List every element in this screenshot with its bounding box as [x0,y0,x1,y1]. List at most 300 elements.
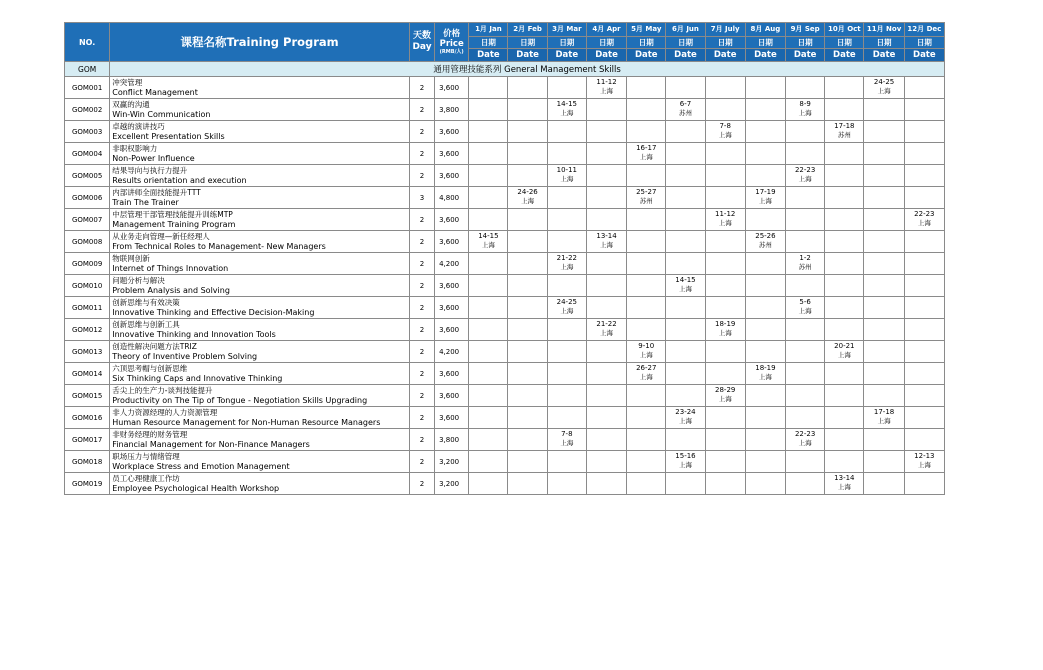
month-cell [705,341,745,363]
month-cell [864,385,904,407]
session-location: 上海 [600,241,614,249]
month-cell [786,253,825,275]
month-cell [666,121,705,143]
session-dates: 1-2 [799,254,811,262]
course-program [110,363,410,385]
header-date-zh: 日期 [666,37,705,49]
header-date-zh: 日期 [825,37,864,49]
course-days: 2 [409,385,434,407]
session-location: 上海 [837,483,851,491]
month-cell [547,77,586,99]
session-dates: 14-15 [556,100,577,108]
month-cell [586,297,626,319]
header-days-en: Day [412,42,432,52]
month-cell [864,231,904,253]
month-cell [825,187,864,209]
session-location: 上海 [837,351,851,359]
course-name-zh: 六顶思考帽与创新思维 [112,364,188,373]
month-cell [864,363,904,385]
month-cell [547,363,586,385]
header-month: 11月 Nov [864,23,904,37]
month-cell [705,275,745,297]
month-cell [586,77,626,99]
session-dates: 11-12 [715,210,736,218]
table-row [65,363,945,385]
session-dates: 25-27 [636,188,657,196]
session-location: 苏州 [678,109,692,117]
month-cell [705,143,745,165]
month-cell [786,341,825,363]
month-cell [705,253,745,275]
month-cell [825,121,864,143]
course-name-en: Productivity on The Tip of Tongue - Negotiation Skills Upgrading [112,395,368,405]
session-dates: 25-26 [755,232,776,240]
month-cell [469,319,508,341]
month-cell [745,209,785,231]
header-date-zh: 日期 [864,37,904,49]
month-cell [627,99,666,121]
course-price: 4,200 [435,341,469,363]
session-dates: 13-14 [596,232,617,240]
course-price: 3,600 [435,209,469,231]
course-program [110,429,410,451]
session-dates: 13-14 [834,474,855,482]
session-location: 上海 [758,373,772,381]
session-location: 上海 [798,175,812,183]
session-location: 上海 [877,87,891,95]
course-code: GOM016 [65,407,110,429]
month-cell [786,385,825,407]
month-cell [786,363,825,385]
month-cell [586,275,626,297]
month-cell [825,99,864,121]
month-cell [745,473,785,495]
month-cell [705,209,745,231]
course-program [110,77,410,99]
month-cell [469,187,508,209]
course-program [110,275,410,297]
header-date-zh: 日期 [705,37,745,49]
course-code: GOM003 [65,121,110,143]
course-code: GOM013 [65,341,110,363]
month-cell [666,253,705,275]
header-date-zh: 日期 [745,37,785,49]
course-program [110,319,410,341]
month-cell [508,143,547,165]
course-name-en: Management Training Program [112,219,236,229]
course-days: 2 [409,121,434,143]
month-cell [627,143,666,165]
month-cell [864,121,904,143]
month-cell [825,407,864,429]
header-days-zh: 天数 [413,31,432,41]
course-program [110,253,410,275]
session-location: 上海 [560,439,574,447]
course-program [110,99,410,121]
month-cell [508,429,547,451]
session-dates: 7-8 [561,430,573,438]
month-cell [904,429,944,451]
month-cell [666,275,705,297]
month-cell [904,385,944,407]
month-cell [508,253,547,275]
course-days: 2 [409,165,434,187]
header-month: 1月 Jan [469,23,508,37]
month-cell [786,275,825,297]
header-date-zh: 日期 [627,37,666,49]
month-cell [586,385,626,407]
month-cell [508,165,547,187]
month-cell [627,319,666,341]
month-cell [547,451,586,473]
session-location: 上海 [560,109,574,117]
session-dates: 17-19 [755,188,776,196]
course-name-zh: 非财务经理的财务管理 [112,430,188,439]
month-cell [904,253,944,275]
table-row [65,187,945,209]
month-cell [666,319,705,341]
month-cell [627,473,666,495]
course-days: 2 [409,319,434,341]
month-cell [666,165,705,187]
month-cell [745,165,785,187]
session-dates: 17-18 [834,122,855,130]
month-cell [627,407,666,429]
month-cell [469,165,508,187]
training-schedule-sheet [64,22,945,495]
session-dates: 11-12 [596,78,617,86]
course-price: 3,600 [435,77,469,99]
month-cell [705,297,745,319]
month-cell [825,341,864,363]
header-date-en: Date [904,49,944,62]
month-cell [547,341,586,363]
course-days: 2 [409,231,434,253]
month-cell [786,319,825,341]
month-cell [666,209,705,231]
course-code: GOM004 [65,143,110,165]
month-cell [745,99,785,121]
course-program [110,451,410,473]
course-code: GOM009 [65,253,110,275]
month-cell [705,121,745,143]
header-month: 2月 Feb [508,23,547,37]
course-name-en: Human Resource Management for Non-Human Resource Managers [112,417,381,427]
month-cell [904,121,944,143]
header-date-en: Date [508,49,547,62]
table-row [65,231,945,253]
month-cell [547,165,586,187]
course-program [110,341,410,363]
course-code: GOM019 [65,473,110,495]
course-days: 2 [409,473,434,495]
course-days: 2 [409,77,434,99]
session-location: 上海 [798,439,812,447]
month-cell [547,297,586,319]
session-dates: 14-15 [478,232,499,240]
header-month: 4月 Apr [586,23,626,37]
month-cell [469,429,508,451]
session-dates: 24-26 [517,188,538,196]
month-cell [666,473,705,495]
session-location: 上海 [639,373,653,381]
month-cell [864,473,904,495]
month-cell [627,363,666,385]
month-cell [904,451,944,473]
header-date-en: Date [469,49,508,62]
session-location: 上海 [600,329,614,337]
month-cell [586,231,626,253]
session-dates: 17-18 [873,408,895,416]
table-row [65,99,945,121]
month-cell [745,319,785,341]
month-cell [745,407,785,429]
session-dates: 22-23 [794,430,816,438]
course-name-zh: 舌尖上的生产力-谈判技能提升 [112,386,213,395]
table-row [65,297,945,319]
month-cell [705,363,745,385]
month-cell [469,253,508,275]
training-schedule-table [64,22,945,495]
month-cell [586,473,626,495]
month-cell [469,209,508,231]
session-location: 上海 [718,329,732,337]
table-row [65,473,945,495]
month-cell [627,121,666,143]
session-dates: 22-23 [914,210,935,218]
month-cell [469,451,508,473]
month-cell [904,187,944,209]
header-month: 7月 July [705,23,745,37]
session-dates: 7-8 [719,122,731,130]
course-program [110,209,410,231]
header-month: 6月 Jun [666,23,705,37]
month-cell [547,209,586,231]
session-location: 苏州 [639,197,653,205]
month-cell [864,99,904,121]
month-cell [627,385,666,407]
month-cell [666,429,705,451]
month-cell [547,187,586,209]
month-cell [904,341,944,363]
month-cell [469,275,508,297]
month-cell [547,385,586,407]
month-cell [627,231,666,253]
course-program [110,143,410,165]
session-location: 上海 [639,351,653,359]
session-dates: 21-22 [596,320,617,328]
month-cell [469,363,508,385]
month-cell [745,143,785,165]
course-name-en: From Technical Roles to Management- New Managers [112,241,326,251]
session-location: 上海 [560,307,574,315]
course-code: GOM014 [65,363,110,385]
month-cell [469,77,508,99]
month-cell [825,429,864,451]
category-title: 通用管理技能系列 General Management Skills [110,62,945,77]
header-date-en: Date [666,49,705,62]
header-program: 课程名称Training Program [110,23,410,62]
month-cell [469,297,508,319]
month-cell [825,209,864,231]
session-dates: 28-29 [715,386,736,394]
course-code: GOM011 [65,297,110,319]
month-cell [705,473,745,495]
month-cell [666,77,705,99]
course-name-en: Employee Psychological Health Workshop [112,483,280,493]
course-program [110,473,410,495]
course-name-en: Problem Analysis and Solving [112,285,230,295]
header-date-en: Date [745,49,785,62]
month-cell [904,407,944,429]
month-cell [705,187,745,209]
month-cell [508,231,547,253]
month-cell [666,341,705,363]
course-price: 3,600 [435,319,469,341]
month-cell [627,341,666,363]
month-cell [904,319,944,341]
month-cell [666,451,705,473]
course-program [110,165,410,187]
month-cell [547,143,586,165]
course-name-zh: 创造性解决问题方法TRIZ [112,342,197,351]
month-cell [904,297,944,319]
session-location: 苏州 [837,131,851,139]
month-cell [547,407,586,429]
month-cell [469,341,508,363]
month-cell [469,143,508,165]
month-cell [586,253,626,275]
course-name-en: Non-Power Influence [112,153,195,163]
course-name-zh: 内部讲师全面技能提升TTT [112,188,201,197]
course-days: 2 [409,253,434,275]
course-name-zh: 物联网创新 [112,254,150,263]
course-code: GOM005 [65,165,110,187]
table-row [65,209,945,231]
month-cell [864,341,904,363]
header-date-en: Date [627,49,666,62]
session-dates: 6-7 [679,100,692,108]
month-cell [586,429,626,451]
session-location: 上海 [678,285,692,293]
month-cell [586,363,626,385]
month-cell [904,143,944,165]
course-price: 3,600 [435,407,469,429]
session-location: 上海 [678,417,692,425]
month-cell [627,275,666,297]
course-name-zh: 从业务走向管理—新任经理人 [112,232,210,241]
course-code: GOM010 [65,275,110,297]
course-name-en: Win-Win Communication [112,109,211,119]
course-price: 3,600 [435,165,469,187]
course-price: 3,600 [435,363,469,385]
month-cell [705,451,745,473]
course-days: 2 [409,407,434,429]
course-days: 2 [409,429,434,451]
month-cell [786,429,825,451]
month-cell [586,121,626,143]
header-date-zh: 日期 [786,37,825,49]
course-name-zh: 问题分析与解决 [112,276,165,285]
month-cell [508,297,547,319]
month-cell [864,165,904,187]
header-date-en: Date [586,49,626,62]
table-row [65,165,945,187]
session-location: 上海 [639,153,653,161]
month-cell [745,253,785,275]
month-cell [469,231,508,253]
month-cell [705,385,745,407]
session-dates: 9-10 [638,342,655,350]
month-cell [508,121,547,143]
month-cell [666,231,705,253]
month-cell [904,209,944,231]
session-dates: 10-11 [556,166,577,174]
month-cell [469,385,508,407]
course-price: 3,600 [435,143,469,165]
month-cell [627,165,666,187]
course-name-zh: 中层管理干部管理技能提升训练MTP [112,210,233,219]
session-dates: 24-25 [873,78,895,86]
month-cell [904,363,944,385]
month-cell [864,209,904,231]
month-cell [627,451,666,473]
course-name-en: Innovative Thinking and Innovation Tools [112,329,276,339]
month-cell [547,231,586,253]
session-location: 上海 [560,175,574,183]
month-cell [627,77,666,99]
month-cell [825,297,864,319]
month-cell [864,143,904,165]
month-cell [508,385,547,407]
month-cell [586,319,626,341]
table-row [65,341,945,363]
session-dates: 15-16 [675,452,696,460]
session-dates: 22-23 [794,166,816,174]
month-cell [508,407,547,429]
course-name-en: Results orientation and execution [112,175,247,185]
month-cell [745,341,785,363]
table-row [65,143,945,165]
month-cell [864,407,904,429]
session-dates: 21-22 [556,254,577,262]
course-code: GOM001 [65,77,110,99]
month-cell [547,99,586,121]
course-program [110,297,410,319]
course-days: 2 [409,297,434,319]
course-code: GOM002 [65,99,110,121]
course-price: 3,600 [435,275,469,297]
month-cell [469,121,508,143]
course-program [110,407,410,429]
table-row [65,121,945,143]
month-cell [786,99,825,121]
month-cell [904,231,944,253]
month-cell [825,451,864,473]
month-cell [627,253,666,275]
month-cell [666,407,705,429]
session-location: 上海 [560,263,574,271]
course-days: 2 [409,363,434,385]
month-cell [586,187,626,209]
session-location: 上海 [798,109,812,117]
course-days: 2 [409,143,434,165]
session-dates: 26-27 [636,364,657,372]
header-month: 3月 Mar [547,23,586,37]
course-program [110,187,410,209]
month-cell [666,385,705,407]
month-cell [825,253,864,275]
